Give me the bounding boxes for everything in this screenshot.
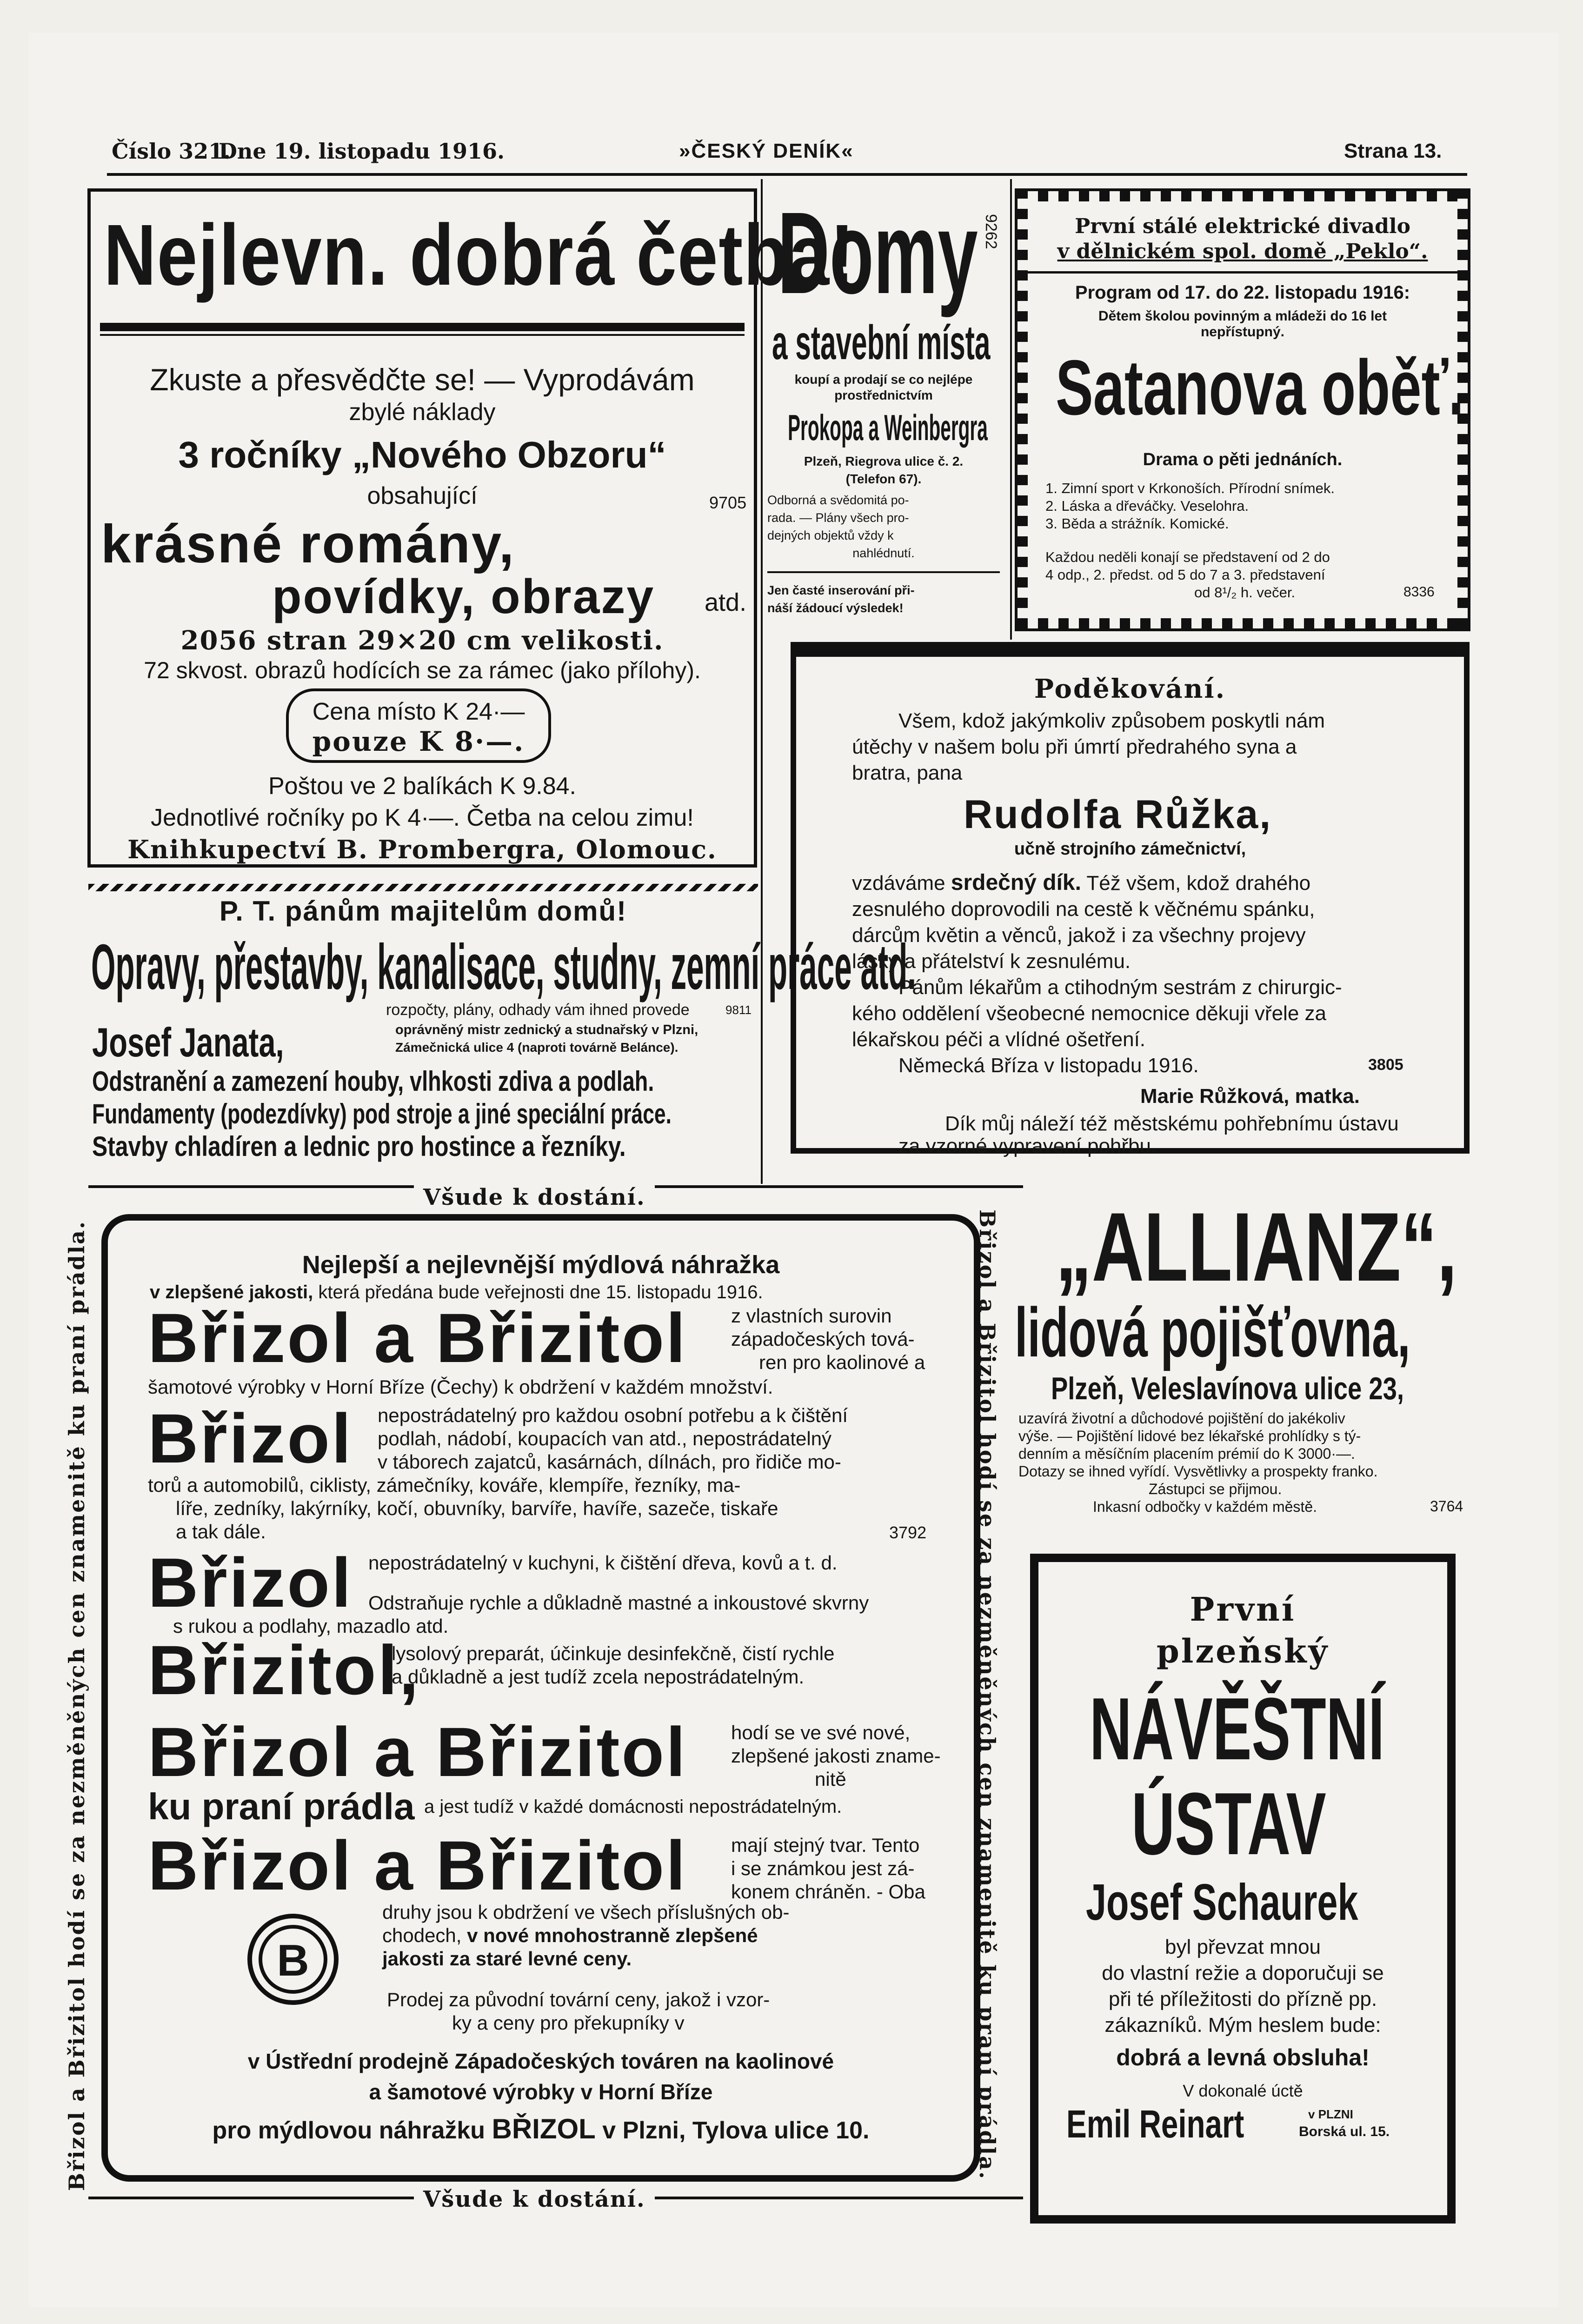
domy-firm: Prokopa a Weinbergra [788, 407, 988, 448]
majitele-line4: Stavby chladíren a lednic pro hostince a řezníky. [92, 1131, 626, 1162]
brizol-h1r1: z vlastních surovin [731, 1305, 892, 1327]
podekovani-p8: Pánům lékařům a ctihodným sestrám z chirurgic- [898, 976, 1342, 999]
brizol-h4: Břizitol, [148, 1631, 420, 1709]
brizol-h4r2: a důkladně a jest tudíž zcela nepostrádatelným. [392, 1666, 805, 1688]
brizol-l9: Prodej za původní tovární ceny, jakož i vzor- [387, 1989, 770, 2010]
brizol-l10: ky a ceny pro překupníky v [452, 2012, 685, 2034]
podekovani-occupation: učně strojního zámečnictví, [1014, 839, 1246, 859]
kino-note1: Každou neděli konají se představení od 2 do [1045, 549, 1330, 565]
majitele-border-top [88, 884, 758, 891]
kino-kids1: Dětem školou povinným a mládeži do 16 let [1098, 308, 1387, 324]
kino-item2: 2. Láska a dřeváčky. Veselohra. [1045, 498, 1249, 514]
brizol-h7r3: konem chráněn. - Oba [731, 1881, 925, 1903]
domy-code-wrap [978, 214, 1005, 270]
domy-headline: Domy [778, 188, 978, 318]
domy-line9: Jen časté inserování při- [767, 583, 915, 597]
allianz-l2: výše. — Pojištění lidové bez lékařské prohlídky s tý- [1018, 1428, 1361, 1444]
allianz-text [1018, 1409, 1377, 1516]
podekovani-p5: zesnulého doprovodili na cestě k věčnému spánku, [852, 898, 1315, 921]
brizol-h2: Břizol [148, 1399, 353, 1477]
allianz-h3: Plzeň, Veleslavínova ulice 23, [1051, 1371, 1404, 1406]
brizol-h1r2: západočeských tová- [731, 1328, 915, 1350]
brizol-code: 3792 [889, 1523, 927, 1542]
brizol-h2-right [378, 1404, 848, 1474]
brizol-h4r1: lysolový preparát, účinkuje desinfekčně, čistí rychle [392, 1643, 835, 1664]
navestni-l1: První [1190, 1590, 1296, 1629]
navestni-l2: plzeňský [1156, 1632, 1330, 1670]
podekovani-p13: za vzorné vypravení pohřbu. [898, 1135, 1157, 1157]
column-divider [761, 179, 763, 1184]
brizol-side-right: Břizol a Břizitol hodí se za nezměněných cen znamenitě ku praní prádla. [975, 1209, 1000, 2180]
brizol-l13b: BŘIZOL [492, 2113, 596, 2144]
domy-line6: rada. — Plány všech pro- [767, 511, 909, 525]
brizol-h5r2: zlepšené jakosti zname- [731, 1745, 941, 1767]
brizol-h3: Břizol [148, 1543, 353, 1622]
brizol-l7b: v nové mnohostranně zlepšené [467, 1924, 758, 1946]
brizol-h5r1: hodí se ve své nové, [731, 1722, 911, 1743]
cetba-line6b: atd. [705, 588, 747, 616]
majitele-title: P. T. pánům majitelům domů! [219, 895, 627, 927]
allianz-l1: uzavírá životní a důchodové pojištění do jakékoliv [1018, 1410, 1345, 1427]
podekovani-code: 3805 [1368, 1056, 1403, 1074]
brizol-logo-letter: B [277, 1936, 309, 1985]
brizol-h1: Břizol a Břizitol [148, 1299, 687, 1377]
brizol-h5-right [731, 1721, 941, 1791]
navestni-t6: V dokonalé úctě [1183, 2081, 1303, 2100]
cetba-line8: 72 skvost. obrazů hodících se za rámec (jako přílohy). [144, 657, 701, 683]
podekovani-p12: Dík můj náleží též městskému pohřebnímu ústavu [945, 1112, 1399, 1135]
kino-item3: 3. Běda a strážník. Komické. [1045, 515, 1229, 532]
kino-border-top [1018, 191, 1468, 201]
majitele-code: 9811 [725, 1003, 752, 1017]
cetba-line9: Poštou ve 2 balíkách K 9.84. [268, 773, 576, 800]
cetba-line2: zbylé náklady [349, 399, 496, 426]
brizol-l3: líře, zedníky, lakýrníky, kočí, obuvníky, barvíře, havíře, sazeče, tiskaře [176, 1497, 778, 1519]
majitele-name: Josef Janata, [92, 1019, 284, 1065]
podekovani-title: Poděkování. [1034, 674, 1226, 704]
navestni-t2: do vlastní režie a doporučuji se [1102, 1962, 1384, 1984]
navestni-l4: ÚSTAV [1131, 1775, 1326, 1873]
ad-navestni [1030, 1554, 1456, 2224]
brizol-l12: a šamotové výrobky v Horní Bříze [369, 2080, 713, 2104]
issue-date: Dne 19. listopadu 1916. [219, 139, 505, 164]
brizol-h2r2: podlah, nádobí, koupacích van atd., nepostrádatelný [378, 1428, 832, 1449]
cetba-line4: obsahující [367, 482, 478, 509]
allianz-code: 3764 [1430, 1498, 1463, 1515]
majitele-addr1: oprávněný mistr zednický a studnařský v Plzni, [395, 1022, 698, 1037]
podekovani-p2: útěchy v našem bolu při úmrtí předrahého syna a [852, 735, 1297, 758]
allianz-h2: lidová pojišťovna, [1015, 1293, 1410, 1371]
allianz-l4: Dotazy se ihned vyřídí. Vysvětlivky a prospekty franko. [1018, 1463, 1378, 1480]
brizol-l13a: pro mýdlovou náhražku [212, 2117, 486, 2144]
domy-line2: prostřednictvím [834, 388, 933, 402]
brizol-l7a: chodech, [382, 1924, 462, 1946]
brizol-l13c: v Plzni, Tylova ulice 10. [602, 2117, 870, 2144]
brizol-h7r2: i se známkou jest zá- [731, 1857, 915, 1879]
navestni-text [1038, 1934, 1447, 2038]
brizol-logo [247, 1914, 339, 2005]
brizol-side-left: Břizol a Břizitol hodí se za nezměněných cen znamenitě ku praní prádla. [64, 1220, 89, 2191]
cetba-rule-thin [100, 334, 745, 336]
brizol-h7-right [731, 1834, 925, 1903]
podekovani-para3 [898, 1113, 1399, 1157]
navestni-l3: NÁVĚŠTNÍ [1090, 1680, 1385, 1778]
column-divider [1010, 179, 1012, 640]
brizol-para7 [387, 1988, 770, 2035]
ad-kino [1015, 188, 1470, 631]
domy-rule [767, 571, 1000, 573]
brizol-h6: ku praní prádla [148, 1786, 415, 1827]
majitele-line3: Fundamenty (podezdívky) pod stroje a jiné speciální práce. [92, 1098, 672, 1129]
brizol-bottom-label: Všude k dostání. [414, 2186, 655, 2212]
brizol-t2b: která předána bude veřejnosti dne 15. listopadu 1916. [318, 1282, 763, 1302]
brizol-para6 [382, 1901, 789, 1970]
kino-item1: 1. Zimní sport v Krkonoších. Přírodní snímek. [1045, 480, 1335, 496]
navestni-t1: byl převzat mnou [1164, 1936, 1321, 1958]
brizol-h4-right [392, 1642, 834, 1689]
cetba-line10: Jednotlivé ročníky po K 4·—. Četba na celou zimu! [151, 804, 694, 831]
price-frame [286, 688, 551, 763]
kino-title: Satanova oběť. [1056, 344, 1464, 431]
ad-allianz [1014, 1191, 1479, 1530]
allianz-l5: Zástupci se přijmou. [1149, 1481, 1282, 1497]
majitele-addr2: Zámečnická ulice 4 (naproti továrně Belánce). [395, 1040, 678, 1055]
majitele-line2: Odstranění a zamezení houby, vlhkosti zdiva a podlah. [92, 1066, 654, 1097]
navestni-t4: zákazníků. Mým heslem bude: [1104, 2014, 1381, 2037]
kino-notes [1045, 548, 1330, 601]
brizol-h2r3: v táborech zajatců, kasárnách, dílnách, pro řidiče mo- [378, 1451, 841, 1473]
paper-name: »ČESKÝ DENÍK« [679, 140, 854, 162]
kino-program: Program od 17. do 22. listopadu 1916: [1075, 282, 1410, 303]
kino-items [1045, 480, 1335, 533]
kino-line1: První stálé elektrické divadlo [1075, 214, 1410, 238]
cetba-line6: povídky, obrazy [272, 570, 655, 624]
brizol-h5r3: nitě [815, 1768, 846, 1790]
issue-number: Číslo 321. [112, 139, 231, 164]
brizol-t1: Nejlepší a nejlevnější mýdlová náhražka [302, 1251, 780, 1279]
kino-border-bottom [1018, 618, 1468, 628]
kino-kids2: nepřístupný. [1200, 324, 1284, 340]
navestni-t5: dobrá a levná obsluha! [1116, 2044, 1370, 2070]
allianz-h1: „ALLIANZ“, [1056, 1192, 1457, 1302]
brizol-h6r: a jest tudíž v každé domácnosti nepostrádatelným. [424, 1796, 842, 1817]
brizol-l2: torů a automobilů, ciklisty, zámečníky, kováře, klempíře, řezníky, ma- [148, 1474, 741, 1496]
podekovani-para2 [852, 870, 1342, 1079]
brizol-h2r1: nepostrádatelný pro každou osobní potřebu a k čištění [378, 1404, 848, 1426]
allianz-l6: Inkasní odbočky v každém městě. [1093, 1498, 1317, 1515]
navestni-sig2a: v PLZNI [1308, 2107, 1353, 2121]
podekovani-p7: lásky a přátelství k zesnulému. [852, 950, 1131, 973]
ad-majitele [88, 893, 917, 1172]
kino-note3: od 8¹/₂ h. večer. [1194, 584, 1296, 601]
cetba-line1: Zkuste a přesvědčte se! — Vyprodávám [150, 362, 695, 397]
domy-line1: koupí a prodají se co nejlépe [794, 372, 973, 387]
price-old: Cena místo K 24·— [312, 698, 525, 725]
cetba-rule [100, 323, 745, 331]
kino-code: 8336 [1403, 584, 1435, 600]
kino-rule [1028, 271, 1457, 274]
navestni-t3: při té příležitosti do přízně pp. [1108, 1988, 1377, 2010]
domy-line5: Odborná a svědomitá po- [767, 493, 909, 507]
header-rule [107, 173, 1467, 176]
podekovani-p1: Všem, kdož jakýmkoliv způsobem poskytli nám [898, 709, 1325, 732]
domy-line3: Plzeň, Riegrova ulice č. 2. [804, 454, 964, 468]
domy-line4: (Telefon 67). [845, 472, 922, 486]
ad-brizol [101, 1214, 980, 2182]
podekovani-p4a: vzdáváme [852, 872, 945, 895]
navestni-name: Josef Schaurek [1086, 1874, 1358, 1931]
domy-headline2: a stavební místa [772, 316, 991, 370]
cetba-code: 9705 [709, 493, 747, 512]
cetba-line7: 2056 stran 29×20 cm velikosti. [180, 625, 664, 656]
brizol-l6: druhy jsou k obdržení ve všech příslušných ob- [382, 1901, 790, 1923]
podekovani-p10: lékařskou péči a vlídné ošetření. [852, 1028, 1146, 1051]
domy-line7: dejných objektů vždy k [767, 528, 894, 542]
navestni-sig2b: Borská ul. 15. [1299, 2124, 1390, 2139]
brizol-l1: šamotové výrobky v Horní Bříze (Čechy) k obdržení v každém množství. [148, 1376, 773, 1398]
brizol-para2 [148, 1474, 778, 1543]
podekovani-p4b: srdečný dík. [951, 870, 1081, 895]
podekovani-p4c: Též všem, kdož drahého [1086, 872, 1311, 895]
brizol-h7r1: mají stejný tvar. Tento [731, 1834, 920, 1856]
brizol-t2a: v zlepšené jakosti, [150, 1282, 313, 1302]
price-new: pouze K 8·—. [312, 726, 525, 757]
brizol-l8: jakosti za staré levné ceny. [382, 1948, 632, 1970]
brizol-h3r2: Odstraňuje rychle a důkladně mastné a inkoustové skvrny [368, 1592, 869, 1614]
podekovani-signature: Marie Růžková, matka. [1140, 1085, 1360, 1108]
kino-line2: v dělnickém spol. domě „Peklo“. [1057, 240, 1428, 263]
domy-line8: nahlédnutí. [852, 546, 915, 560]
cetba-line5: krásné romány, [101, 514, 515, 574]
allianz-l3: denním a měsíčním placením prémií do K 3000·—. [1018, 1445, 1355, 1462]
brizol-l4: a tak dále. [176, 1521, 266, 1543]
brizol-l11: v Ústřední prodejně Západočeských továren na kaolinové [247, 2049, 834, 2073]
brizol-h1r3: ren pro kaolinové a [759, 1351, 925, 1373]
podekovani-p11: Německá Bříza v listopadu 1916. [898, 1054, 1199, 1077]
cetba-line11: Knihkupectví B. Prombergra, Olomouc. [127, 835, 717, 864]
majitele-line1: rozpočty, plány, odhady vám ihned provede [386, 1001, 690, 1019]
brizol-h1-right [731, 1304, 925, 1374]
kino-subtitle: Drama o pěti jednáních. [1143, 450, 1343, 469]
domy-code: 9262 [982, 214, 1000, 249]
podekovani-p6: dárcům květin a věnců, jakož i za všechny projevy [852, 924, 1306, 947]
domy-line10: náší žádoucí výsledek! [767, 601, 904, 615]
page-number: Strana 13. [1344, 140, 1442, 162]
domy-text [767, 491, 1000, 562]
brizol-h3r1: nepostrádatelný v kuchyni, k čištění dřeva, kovů a t. d. [368, 1552, 838, 1574]
brizol-l13 [108, 2113, 974, 2145]
navestni-sig: Emil Reinart [1066, 2102, 1244, 2146]
brizol-l5: s rukou a podlahy, mazadlo atd. [173, 1615, 449, 1637]
podekovani-p3: bratra, pana [852, 761, 963, 784]
ad-podekovani [791, 642, 1470, 1157]
brizol-h5: Břizol a Břizitol [148, 1713, 687, 1791]
majitele-headline: Opravy, přestavby, kanalisace, studny, zemní práce atd. [91, 931, 917, 1003]
brizol-h7: Břizol a Břizitol [148, 1826, 687, 1904]
cetba-line3: 3 ročníky „Nového Obzoru“ [178, 434, 666, 475]
brizol-top-label: Všude k dostání. [414, 1184, 655, 1210]
kino-note2: 4 odp., 2. předst. od 5 do 7 a 3. představení [1045, 567, 1325, 583]
cetba-headline: Nejlevn. dobrá četba! [104, 207, 855, 303]
ad-domy [767, 186, 1004, 633]
podekovani-p9: kého oddělení všeobecné nemocnice děkuji vřele za [852, 1002, 1326, 1025]
kino-border-left [1018, 191, 1028, 628]
podekovani-name: Rudolfa Růžka, [964, 792, 1272, 837]
domy-footer [767, 581, 1000, 617]
podekovani-para1 [852, 708, 1325, 786]
